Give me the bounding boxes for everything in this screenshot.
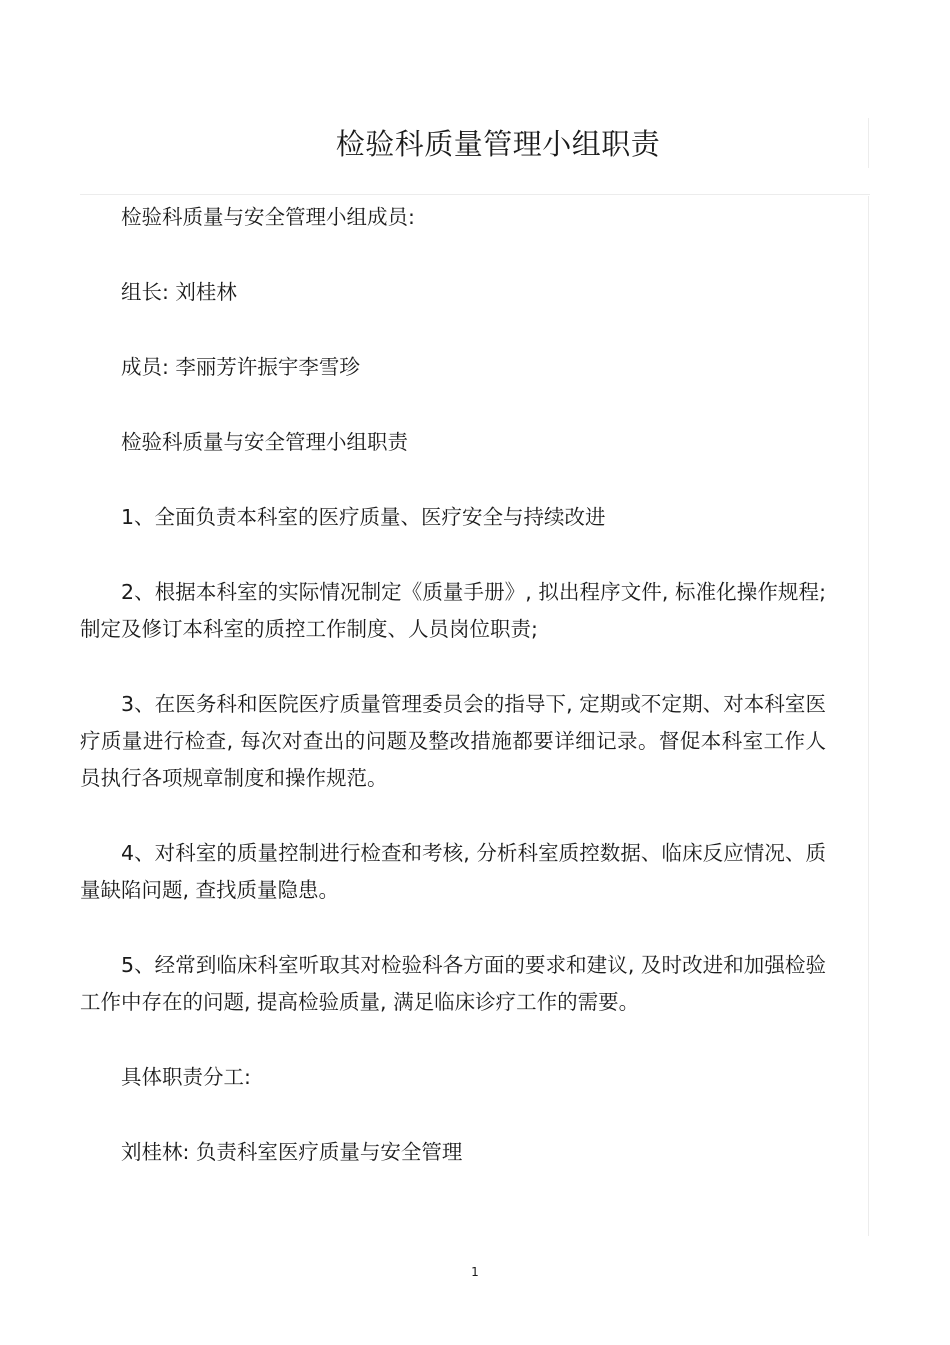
document-title: 检验科质量管理小组职责 — [335, 127, 661, 161]
paragraph-members-heading: 检验科质量与安全管理小组成员: — [121, 205, 415, 229]
page-number: 1 — [471, 1265, 479, 1279]
paragraph-duties-heading: 检验科质量与安全管理小组职责 — [121, 430, 408, 454]
paragraph-duty-4: 4、对科室的质量控制进行检查和考核, 分析科室质控数据、临床反应情况、质量缺陷问题, 查找质量隐患。 — [80, 841, 826, 902]
document-body — [80, 199, 826, 1209]
paragraph-duty-2: 2、根据本科室的实际情况制定《质量手册》, 拟出程序文件, 标准化操作规程; 制定及修订本科室的质控工作制度、人员岗位职责; — [80, 580, 826, 641]
paragraph-duty-3: 3、在医务科和医院医疗质量管理委员会的指导下, 定期或不定期、对本科室医疗质量进行检查, 每次对查出的问题及整改措施都要详细记录。督促本科室工作人员执行各项规章制度和操作规范。 — [80, 692, 826, 790]
page-border-right — [868, 196, 869, 1236]
paragraph-division-heading: 具体职责分工: — [121, 1065, 251, 1089]
paragraph-duty-1: 1、全面负责本科室的医疗质量、医疗安全与持续改进 — [121, 505, 606, 529]
paragraph-duty-5: 5、经常到临床科室听取其对检验科各方面的要求和建议, 及时改进和加强检验工作中存在的问题, 提高检验质量, 满足临床诊疗工作的需要。 — [80, 953, 826, 1014]
page-divider — [80, 194, 870, 195]
paragraph-leader: 组长: 刘桂林 — [121, 280, 237, 304]
paragraph-division-1: 刘桂林: 负责科室医疗质量与安全管理 — [121, 1140, 463, 1164]
paragraph-members: 成员: 李丽芳许振宇李雪珍 — [121, 355, 360, 379]
